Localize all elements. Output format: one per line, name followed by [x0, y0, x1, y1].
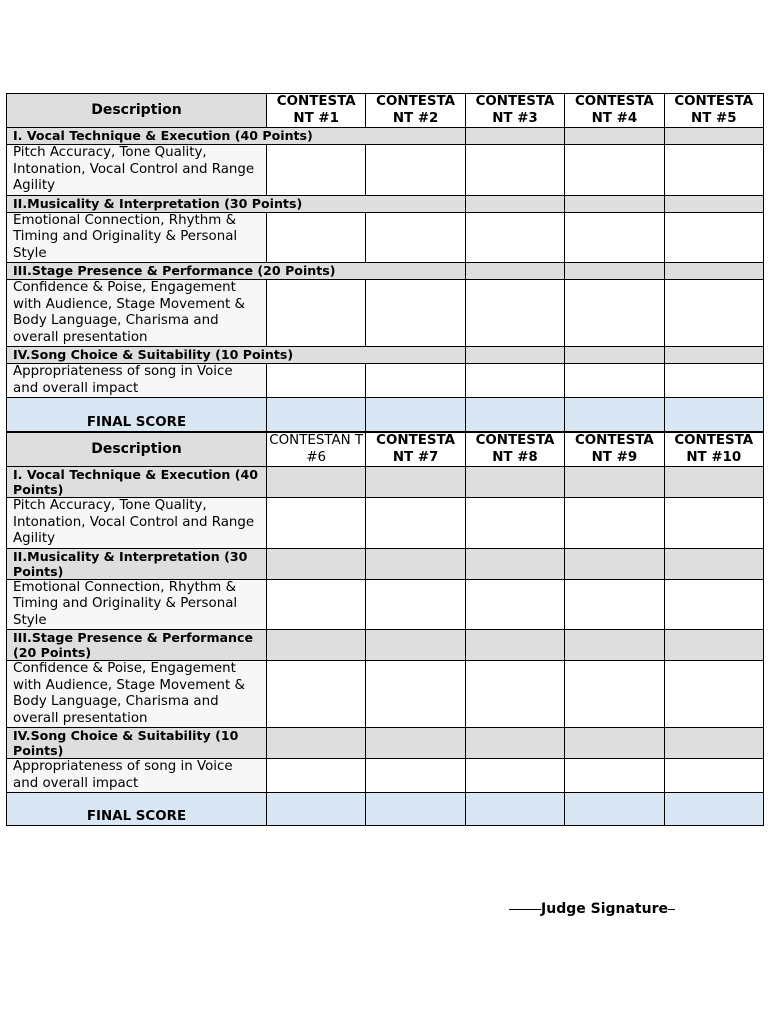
score-cell[interactable]: [664, 364, 763, 398]
criteria-row: [7, 661, 764, 728]
category-cell: [565, 548, 664, 579]
final-score-cell[interactable]: [565, 398, 664, 432]
category-cell: [267, 467, 366, 498]
score-cell[interactable]: [664, 498, 763, 549]
criteria-row: [7, 759, 764, 793]
criteria-text: Confidence & Poise, Engagement with Audience, Stage Movement & Body Language, Charisma and overall presentation: [7, 661, 267, 728]
category-cell: [465, 263, 564, 280]
category-row: [7, 630, 764, 661]
category-cell: [465, 467, 564, 498]
category-cell: [267, 728, 366, 759]
score-cell[interactable]: [565, 579, 664, 630]
category-cell: [565, 195, 664, 212]
category-cell: [565, 728, 664, 759]
score-cell[interactable]: [465, 212, 564, 263]
criteria-row: [7, 579, 764, 630]
score-cell[interactable]: [664, 212, 763, 263]
category-cell: [366, 630, 465, 661]
category-label: I. Vocal Technique & Execution (40 Points): [7, 128, 466, 145]
criteria-row: [7, 498, 764, 549]
score-cell[interactable]: [465, 280, 564, 347]
criteria-text: Appropriateness of song in Voice and overall impact: [7, 759, 267, 793]
category-cell: [565, 630, 664, 661]
category-cell: [664, 347, 763, 364]
category-row: [7, 128, 764, 145]
criteria-text: Pitch Accuracy, Tone Quality, Intonation, Vocal Control and Range Agility: [7, 498, 267, 549]
criteria-text: Appropriateness of song in Voice and overall impact: [7, 364, 267, 398]
score-table-2: [6, 432, 764, 826]
category-cell: [565, 128, 664, 145]
category-cell: [664, 548, 763, 579]
criteria-text: Confidence & Poise, Engagement with Audience, Stage Movement & Body Language, Charisma and overall presentation: [7, 280, 267, 347]
category-cell: [465, 548, 564, 579]
category-cell: [664, 630, 763, 661]
contestant-header-6: CONTESTAN T #6: [267, 433, 366, 467]
category-cell: [366, 548, 465, 579]
judge-signature-line[interactable]: [509, 901, 675, 926]
header-row: [7, 433, 764, 467]
final-score-cell[interactable]: [465, 398, 564, 432]
score-cell[interactable]: [267, 498, 366, 549]
category-label: III.Stage Presence & Performance (20 Points): [7, 263, 466, 280]
score-cell[interactable]: [664, 145, 763, 196]
criteria-text: Pitch Accuracy, Tone Quality, Intonation, Vocal Control and Range Agility: [7, 145, 267, 196]
score-cell[interactable]: [565, 498, 664, 549]
category-cell: [565, 263, 664, 280]
category-cell: [267, 548, 366, 579]
score-cell[interactable]: [366, 145, 465, 196]
category-label: I. Vocal Technique & Execution (40 Points): [7, 467, 267, 498]
final-score-cell[interactable]: [366, 398, 465, 432]
criteria-text: Emotional Connection, Rhythm & Timing and Originality & Personal Style: [7, 579, 267, 630]
final-score-row: [7, 398, 764, 432]
final-score-label: FINAL SCORE: [7, 398, 267, 432]
score-cell[interactable]: [565, 145, 664, 196]
header-row: [7, 94, 764, 128]
contestant-header-4: CONTESTA NT #4: [565, 94, 664, 128]
score-cell[interactable]: [465, 498, 564, 549]
final-score-label: FINAL SCORE: [7, 793, 267, 826]
score-cell[interactable]: [267, 661, 366, 728]
final-score-cell[interactable]: [366, 793, 465, 826]
category-row: [7, 347, 764, 364]
score-cell[interactable]: [565, 364, 664, 398]
score-cell[interactable]: [565, 280, 664, 347]
score-cell[interactable]: [565, 661, 664, 728]
category-label: IV.Song Choice & Suitability (10 Points): [7, 728, 267, 759]
score-cell[interactable]: [565, 759, 664, 793]
score-cell[interactable]: [366, 579, 465, 630]
contestant-header-8: CONTESTA NT #8: [465, 433, 564, 467]
score-cell[interactable]: [664, 280, 763, 347]
final-score-cell[interactable]: [664, 793, 763, 826]
category-label: IV.Song Choice & Suitability (10 Points): [7, 347, 466, 364]
contestant-header-7: CONTESTA NT #7: [366, 433, 465, 467]
judge-signature-label: Judge Signature: [541, 901, 668, 917]
score-cell[interactable]: [366, 661, 465, 728]
category-cell: [465, 728, 564, 759]
category-row: [7, 263, 764, 280]
criteria-row: [7, 145, 764, 196]
category-cell: [366, 467, 465, 498]
score-cell[interactable]: [366, 498, 465, 549]
score-cell[interactable]: [267, 280, 366, 347]
score-cell[interactable]: [664, 759, 763, 793]
category-cell: [664, 263, 763, 280]
contestant-header-2: CONTESTA NT #2: [366, 94, 465, 128]
category-cell: [565, 347, 664, 364]
category-cell: [664, 128, 763, 145]
score-cell[interactable]: [465, 759, 564, 793]
description-header: Description: [7, 94, 267, 128]
score-cell[interactable]: [465, 364, 564, 398]
contestant-header-3: CONTESTA NT #3: [465, 94, 564, 128]
category-cell: [465, 128, 564, 145]
score-cell[interactable]: [366, 280, 465, 347]
final-score-row: [7, 793, 764, 826]
criteria-row: [7, 212, 764, 263]
category-row: [7, 548, 764, 579]
contestant-header-9: CONTESTA NT #9: [565, 433, 664, 467]
category-cell: [465, 630, 564, 661]
category-cell: [366, 728, 465, 759]
category-cell: [465, 347, 564, 364]
final-score-cell[interactable]: [465, 793, 564, 826]
category-cell: [267, 630, 366, 661]
contestant-header-10: CONTESTA NT #10: [664, 433, 763, 467]
final-score-cell[interactable]: [267, 398, 366, 432]
category-label: II.Musicality & Interpretation (30 Points): [7, 548, 267, 579]
score-cell[interactable]: [664, 661, 763, 728]
contestant-header-1: CONTESTA NT #1: [267, 94, 366, 128]
category-label: II.Musicality & Interpretation (30 Points): [7, 195, 466, 212]
final-score-cell[interactable]: [664, 398, 763, 432]
score-cell[interactable]: [267, 212, 366, 263]
score-cell[interactable]: [366, 212, 465, 263]
score-cell[interactable]: [565, 212, 664, 263]
final-score-cell[interactable]: [267, 793, 366, 826]
category-cell: [664, 728, 763, 759]
category-row: [7, 467, 764, 498]
final-score-cell[interactable]: [565, 793, 664, 826]
score-cell[interactable]: [465, 579, 564, 630]
description-header: Description: [7, 433, 267, 467]
score-cell[interactable]: [267, 364, 366, 398]
category-cell: [565, 467, 664, 498]
score-cell[interactable]: [267, 759, 366, 793]
criteria-row: [7, 280, 764, 347]
score-cell[interactable]: [465, 661, 564, 728]
criteria-text: Emotional Connection, Rhythm & Timing and Originality & Personal Style: [7, 212, 267, 263]
category-row: [7, 195, 764, 212]
category-cell: [465, 195, 564, 212]
score-cell[interactable]: [366, 364, 465, 398]
score-cell[interactable]: [267, 145, 366, 196]
category-cell: [664, 467, 763, 498]
contestant-header-5: CONTESTA NT #5: [664, 94, 763, 128]
score-cell[interactable]: [465, 145, 564, 196]
score-cell[interactable]: [267, 579, 366, 630]
criteria-row: [7, 364, 764, 398]
score-cell[interactable]: [366, 759, 465, 793]
score-table-1: [6, 93, 764, 432]
category-label: III.Stage Presence & Performance (20 Points): [7, 630, 267, 661]
category-cell: [664, 195, 763, 212]
score-cell[interactable]: [664, 579, 763, 630]
category-row: [7, 728, 764, 759]
